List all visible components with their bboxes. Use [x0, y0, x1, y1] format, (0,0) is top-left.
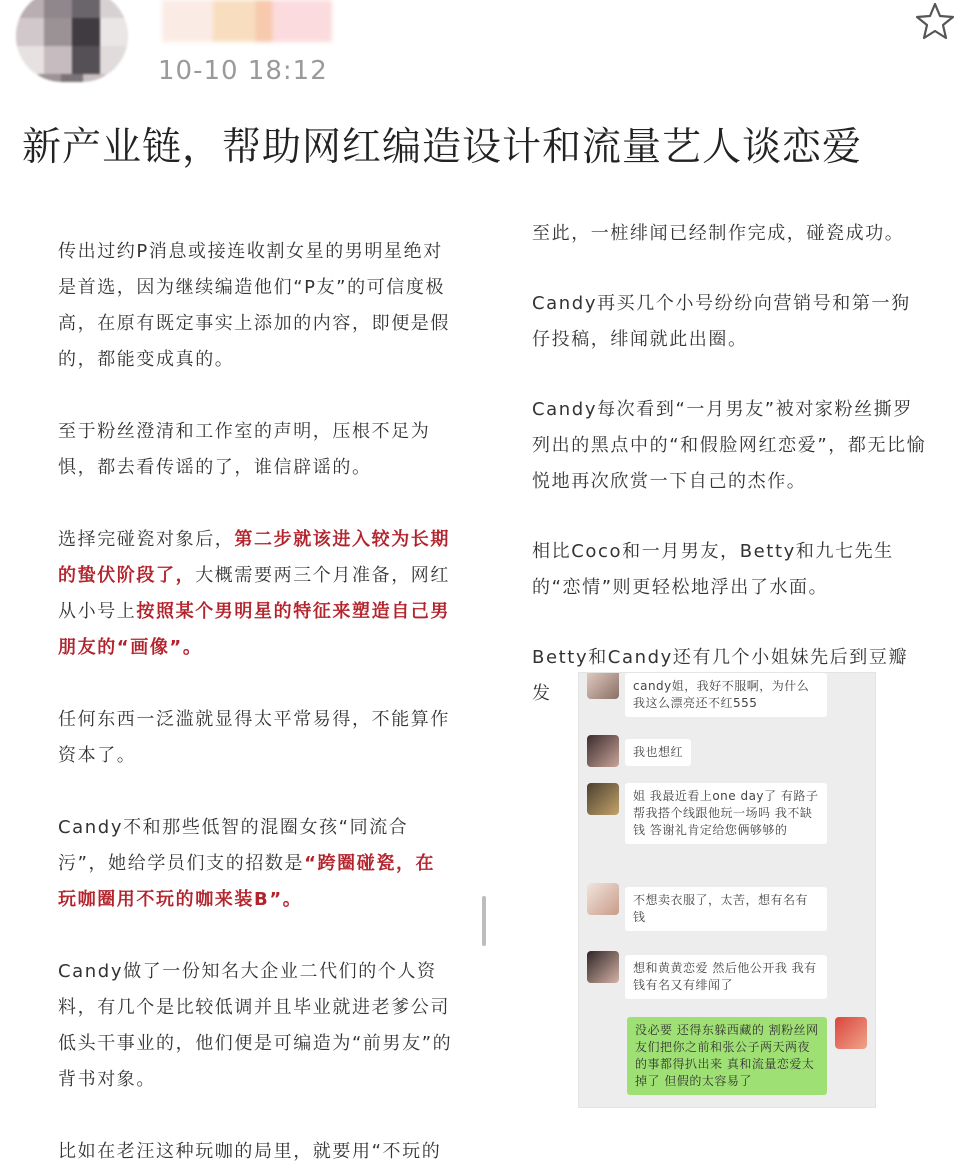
- chat-message: [579, 733, 875, 773]
- chat-bubble: 想和黄黄恋爱 然后他公开我 我有钱有名又有绯闻了: [625, 955, 827, 999]
- avatar: [587, 783, 619, 815]
- chat-message: [579, 1013, 875, 1107]
- paragraph: Betty和Candy还有几个小姐妹先后到豆瓣发: [532, 647, 909, 704]
- paragraph: [58, 810, 453, 918]
- avatar: [587, 735, 619, 767]
- chat-message: [579, 673, 875, 723]
- chat-bubble: 我也想红: [625, 739, 691, 766]
- paragraph: Candy每次看到“一月男友”被对家粉丝撕罗列出的黑点中的“和假脸网红恋爱”，都无比愉悦地再次欣赏一下自己的杰作。: [532, 399, 927, 492]
- paragraph: 比如在老汪这种玩咖的局里，就要用“不玩的: [58, 1141, 442, 1162]
- article-left-column: [58, 234, 453, 1170]
- highlight-text: 按照某个男明星的特征来塑造自己男朋友的“画像”。: [58, 601, 451, 658]
- avatar: [587, 672, 619, 699]
- paragraph: 传出过约P消息或接连收割女星的男明星绝对是首选，因为继续编造他们“P友”的可信度极高，在原有既定事实上添加的内容，即便是假的，都能变成真的。: [58, 241, 450, 370]
- username-blurred[interactable]: [162, 0, 332, 42]
- paragraph: 任何东西一泛滥就显得太平常易得，不能算作资本了。: [58, 709, 450, 766]
- chat-message: [579, 951, 875, 1011]
- paragraph: Candy做了一份知名大企业二代们的个人资料，有几个是比较低调并且毕业就进老爹公司低头干事业的，他们便是可编造为“前男友”的背书对象。: [58, 961, 453, 1090]
- paragraph: Candy再买几个小号纷纷向营销号和第一狗仔投稿，绯闻就此出圈。: [532, 293, 911, 350]
- text-span: 大概需要两三个月准备，网红从小号上: [58, 565, 451, 622]
- post-timestamp: 10-10 18:12: [158, 56, 328, 86]
- chat-screenshot: [578, 672, 876, 1108]
- chat-message: [579, 783, 875, 873]
- text-span: 选择完碰瓷对象后，: [58, 529, 235, 550]
- avatar: [587, 951, 619, 983]
- paragraph: 至此，一桩绯闻已经制作完成，碰瓷成功。: [532, 223, 905, 244]
- chat-bubble: candy姐，我好不服啊，为什么我这么漂亮还不红555: [625, 673, 827, 717]
- star-outline-icon[interactable]: [914, 0, 956, 42]
- article-right-column: [532, 216, 927, 712]
- highlight-text: 第二步就该进入较为长期的蛰伏阶段了，: [58, 529, 451, 586]
- avatar: [587, 883, 619, 915]
- text-span: Candy不和那些低智的混圈女孩“同流合污”，她给学员们支的招数是: [58, 817, 409, 874]
- avatar: [835, 1017, 867, 1049]
- avatar[interactable]: [16, 0, 128, 82]
- chat-bubble: 没必要 还得东躲西藏的 割粉丝网友们把你之前和张公子两天两夜的事都得扒出来 真和流量恋爱太掉了 但假的太容易了: [627, 1017, 827, 1095]
- scrollbar[interactable]: [482, 896, 486, 946]
- chat-bubble: 姐 我最近看上one day了 有路子帮我搭个线跟他玩一场吗 我不缺钱 答谢礼肯定给您俩够够的: [625, 783, 827, 844]
- post-title: 新产业链，帮助网红编造设计和流量艺人谈恋爱: [22, 125, 863, 170]
- paragraph: [58, 522, 453, 666]
- chat-bubble: 不想卖衣服了，太苦，想有名有钱: [625, 887, 827, 931]
- highlight-text: “跨圈碰瓷，在玩咖圈用不玩的咖来装B”。: [58, 853, 436, 910]
- chat-message: [579, 883, 875, 943]
- paragraph: 至于粉丝澄清和工作室的声明，压根不足为惧，都去看传谣的了，谁信辟谣的。: [58, 421, 431, 478]
- paragraph: 相比Coco和一月男友，Betty和九七先生的“恋情”则更轻松地浮出了水面。: [532, 541, 894, 598]
